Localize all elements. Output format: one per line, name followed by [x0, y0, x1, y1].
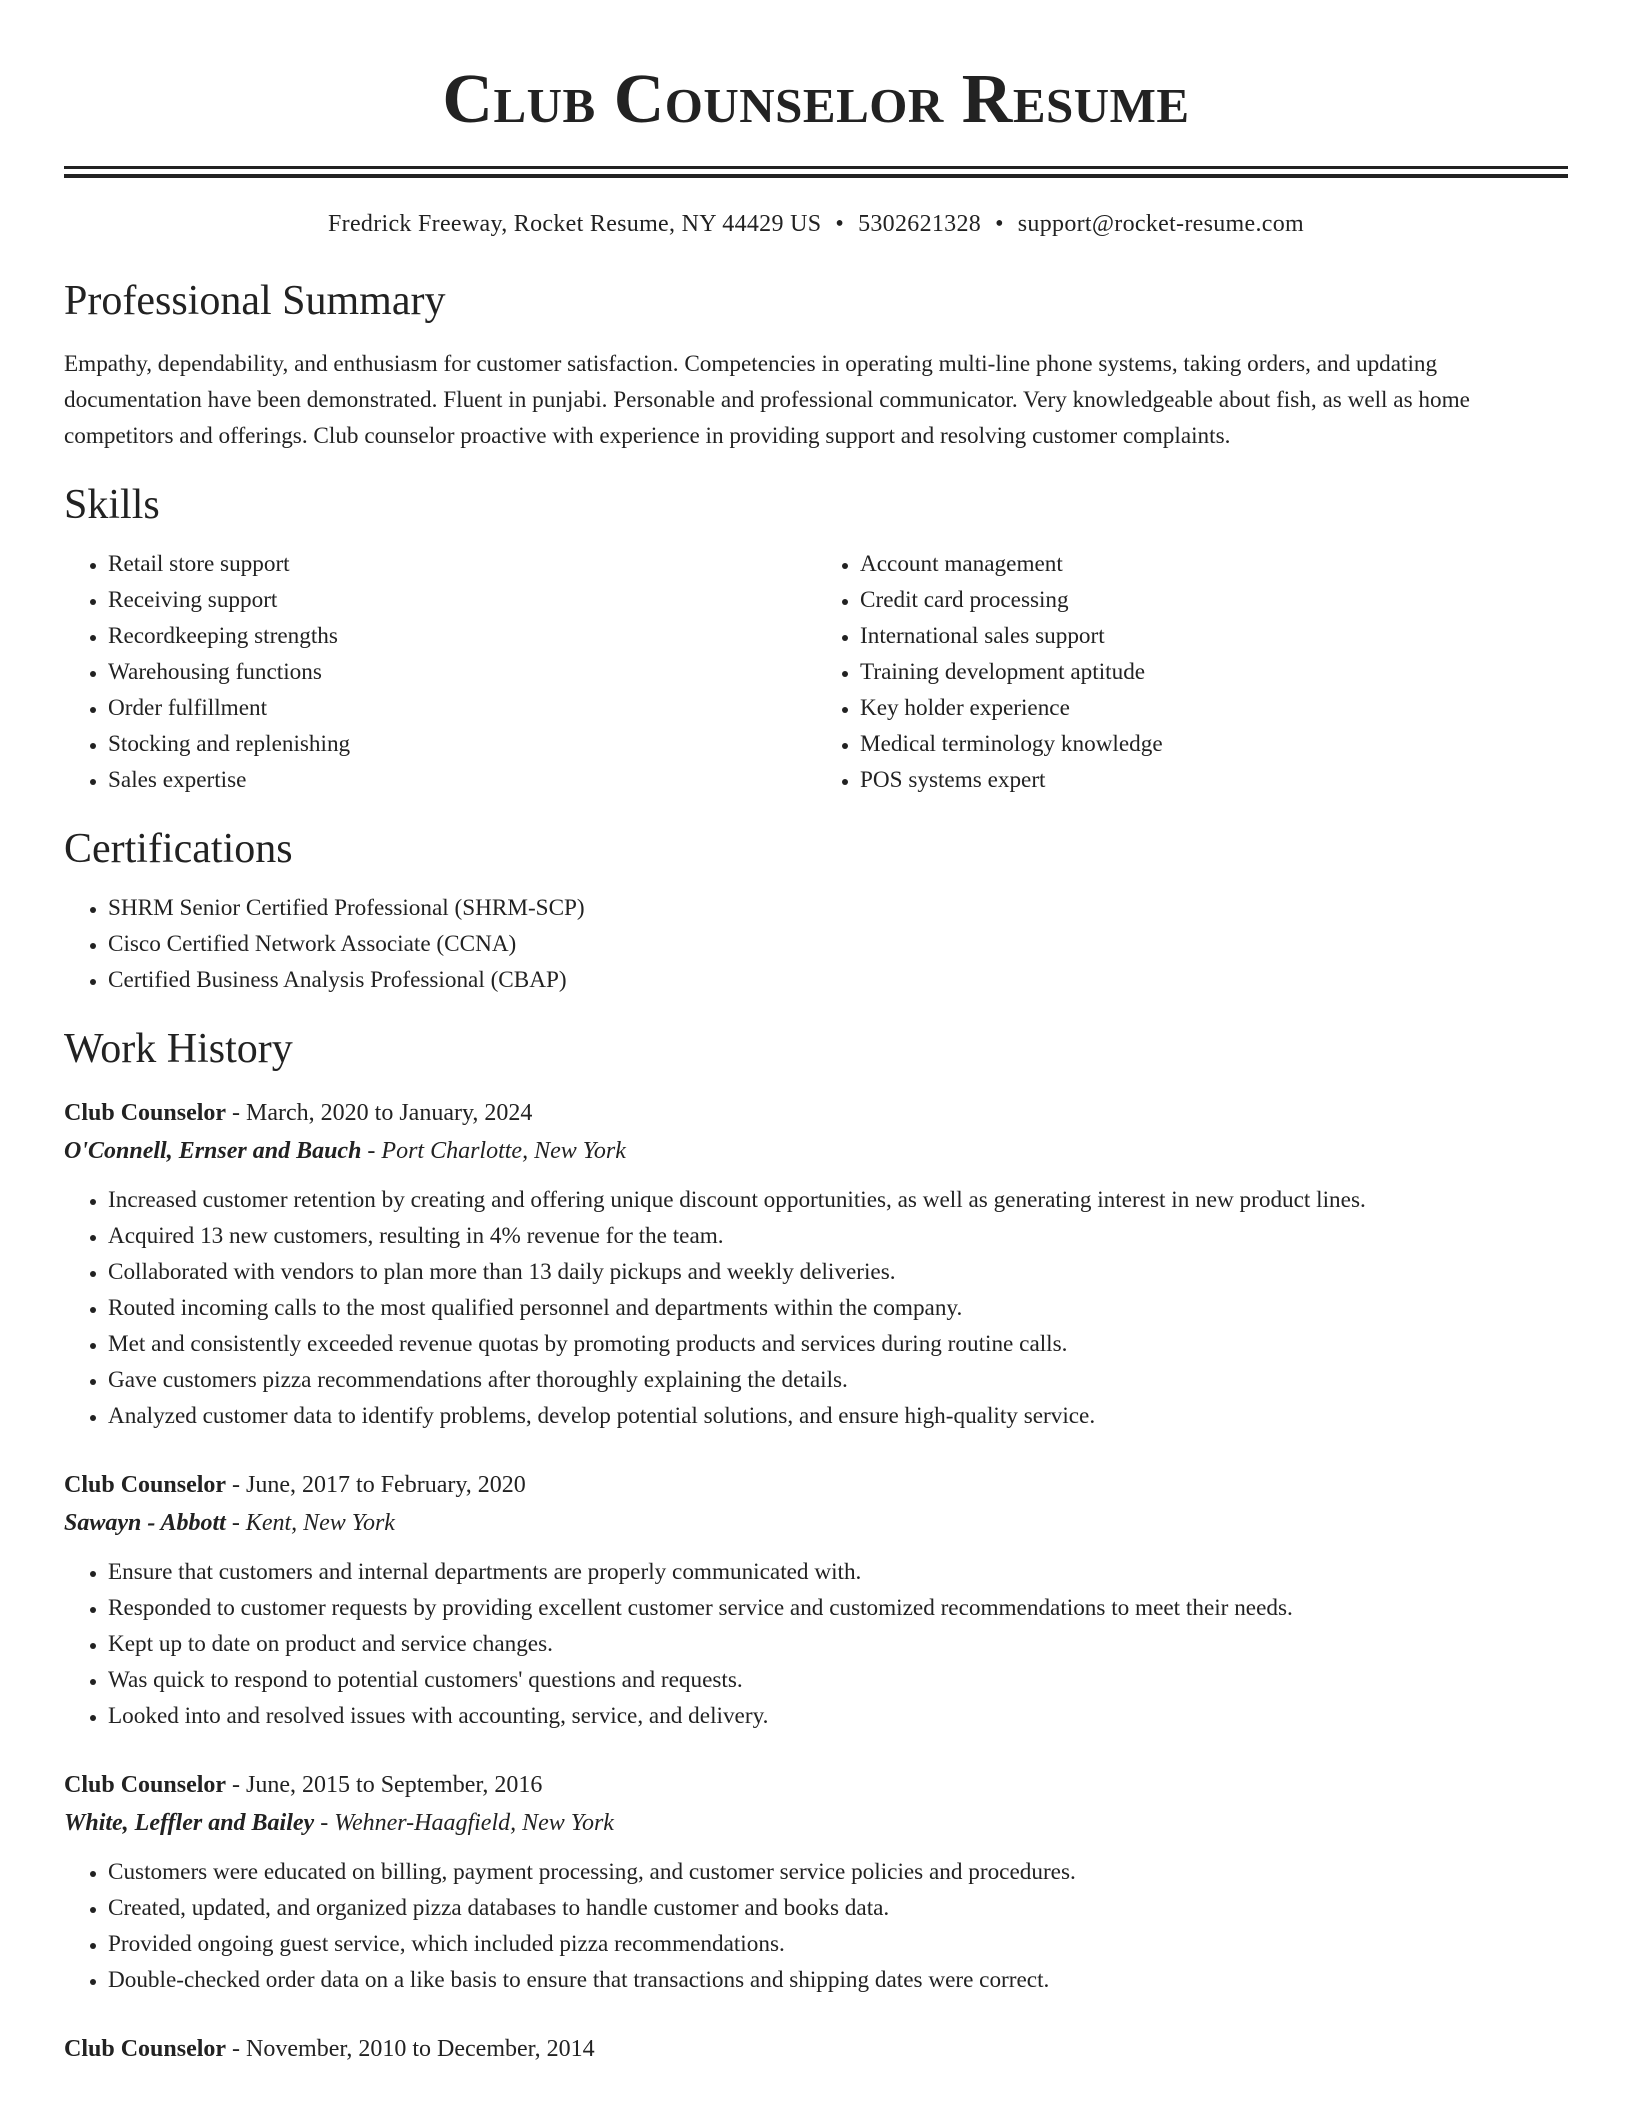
certification-item: • Certified Business Analysis Professional (CBAP)	[108, 962, 1568, 998]
job-entry	[64, 1466, 1568, 1734]
skill-item: • Receiving support	[108, 582, 816, 618]
job-dates: - November, 2010 to December, 2014	[226, 2036, 595, 2062]
skill-item: • Warehousing functions	[108, 654, 816, 690]
job-bullet: • Gave customers pizza recommendations after thoroughly explaining the details.	[108, 1362, 1568, 1398]
skills-list-right	[816, 546, 1568, 798]
job-bullet: • Customers were educated on billing, payment processing, and customer service policies and procedures.	[108, 1854, 1568, 1890]
job-location: - Wehner-Haagfield, New York	[314, 1810, 614, 1836]
job-company-line	[64, 1504, 1568, 1542]
job-bullet: • Responded to customer requests by providing excellent customer service and customized recommendations to meet their needs.	[108, 1590, 1568, 1626]
job-bullet: • Double-checked order data on a like basis to ensure that transactions and shipping dates were correct.	[108, 1962, 1568, 1998]
job-bullet: • Increased customer retention by creating and offering unique discount opportunities, as well as generating interest in new product lines.	[108, 1182, 1568, 1218]
job-dates: - June, 2015 to September, 2016	[226, 1772, 543, 1798]
job-bullet: • Was quick to respond to potential customers' questions and requests.	[108, 1662, 1568, 1698]
certifications-heading: Certifications	[64, 826, 293, 872]
job-bullet: • Created, updated, and organized pizza databases to handle customer and books data.	[108, 1890, 1568, 1926]
job-company: O'Connell, Ernser and Bauch	[64, 1138, 362, 1164]
skill-item: • Key holder experience	[860, 690, 1568, 726]
skill-item: • Order fulfillment	[108, 690, 816, 726]
job-company: White, Leffler and Bailey	[64, 1810, 315, 1836]
work-history-heading: Work History	[64, 1026, 293, 1072]
summary-heading: Professional Summary	[64, 278, 446, 324]
job-dates: - June, 2017 to February, 2020	[226, 1472, 526, 1498]
job-title: Club Counselor	[64, 1772, 227, 1798]
skills-heading: Skills	[64, 482, 160, 528]
job-location: - Port Charlotte, New York	[361, 1138, 626, 1164]
certifications-list	[64, 890, 1568, 998]
skill-item: • Sales expertise	[108, 762, 816, 798]
job-bullet: • Routed incoming calls to the most qualified personnel and departments within the company.	[108, 1290, 1568, 1326]
job-bullets	[64, 1554, 1568, 1734]
job-location: - Kent, New York	[225, 1510, 395, 1536]
title-divider	[64, 166, 1568, 178]
certification-item: • Cisco Certified Network Associate (CCNA)	[108, 926, 1568, 962]
skills-columns	[64, 546, 1568, 798]
skill-item: • POS systems expert	[860, 762, 1568, 798]
job-title-line	[64, 2030, 1568, 2068]
skill-item: • Training development aptitude	[860, 654, 1568, 690]
job-bullet: • Provided ongoing guest service, which included pizza recommendations.	[108, 1926, 1568, 1962]
resume-page	[64, 0, 1568, 2068]
contact-address: Fredrick Freeway, Rocket Resume, NY 44429 US	[328, 211, 822, 237]
skill-item: • Medical terminology knowledge	[860, 726, 1568, 762]
job-title: Club Counselor	[64, 1472, 227, 1498]
contact-separator: •	[835, 211, 845, 237]
job-title: Club Counselor	[64, 2036, 227, 2062]
contact-line	[64, 208, 1568, 240]
certification-item: • SHRM Senior Certified Professional (SHRM-SCP)	[108, 890, 1568, 926]
summary-text: Empathy, dependability, and enthusiasm for customer satisfaction. Competencies in operating multi-line phone systems, taking orders, and updating documentation have been demonstrated. Fluent in punjabi. Personable and professional communicator. Very knowledgeable about fish, as well as home competitors and offerings. Club counselor proactive with experience in providing support and resolving customer complaints.	[64, 351, 1470, 449]
job-title-line	[64, 1766, 1568, 1804]
contact-separator: •	[995, 211, 1004, 237]
job-dates: - March, 2020 to January, 2024	[226, 1100, 533, 1126]
contact-email: support@rocket-resume.com	[1017, 211, 1304, 237]
skill-item: • International sales support	[860, 618, 1568, 654]
job-bullets	[64, 1854, 1568, 1998]
job-bullet: • Analyzed customer data to identify problems, develop potential solutions, and ensure high-quality service.	[108, 1398, 1568, 1434]
contact-phone: 5302621328	[858, 211, 982, 237]
skill-item: • Credit card processing	[860, 582, 1568, 618]
skill-item: • Recordkeeping strengths	[108, 618, 816, 654]
job-title-line	[64, 1466, 1568, 1504]
job-company-line	[64, 1132, 1568, 1170]
skills-list-left	[64, 546, 816, 798]
job-entry	[64, 2030, 1568, 2068]
job-bullet: • Met and consistently exceeded revenue quotas by promoting products and services during routine calls.	[108, 1326, 1568, 1362]
skill-item: • Account management	[860, 546, 1568, 582]
skill-item: • Retail store support	[108, 546, 816, 582]
skill-item: • Stocking and replenishing	[108, 726, 816, 762]
page-title: Club Counselor Resume	[442, 61, 1190, 138]
job-entry	[64, 1094, 1568, 1434]
job-title-line	[64, 1094, 1568, 1132]
job-bullet: • Collaborated with vendors to plan more than 13 daily pickups and weekly deliveries.	[108, 1254, 1568, 1290]
job-title: Club Counselor	[64, 1100, 227, 1126]
job-bullet: • Looked into and resolved issues with accounting, service, and delivery.	[108, 1698, 1568, 1734]
job-entry	[64, 1766, 1568, 1998]
job-company-line	[64, 1804, 1568, 1842]
job-bullet: • Ensure that customers and internal departments are properly communicated with.	[108, 1554, 1568, 1590]
job-bullets	[64, 1182, 1568, 1434]
job-bullet: • Acquired 13 new customers, resulting in 4% revenue for the team.	[108, 1218, 1568, 1254]
job-bullet: • Kept up to date on product and service changes.	[108, 1626, 1568, 1662]
job-company: Sawayn - Abbott	[64, 1510, 226, 1536]
